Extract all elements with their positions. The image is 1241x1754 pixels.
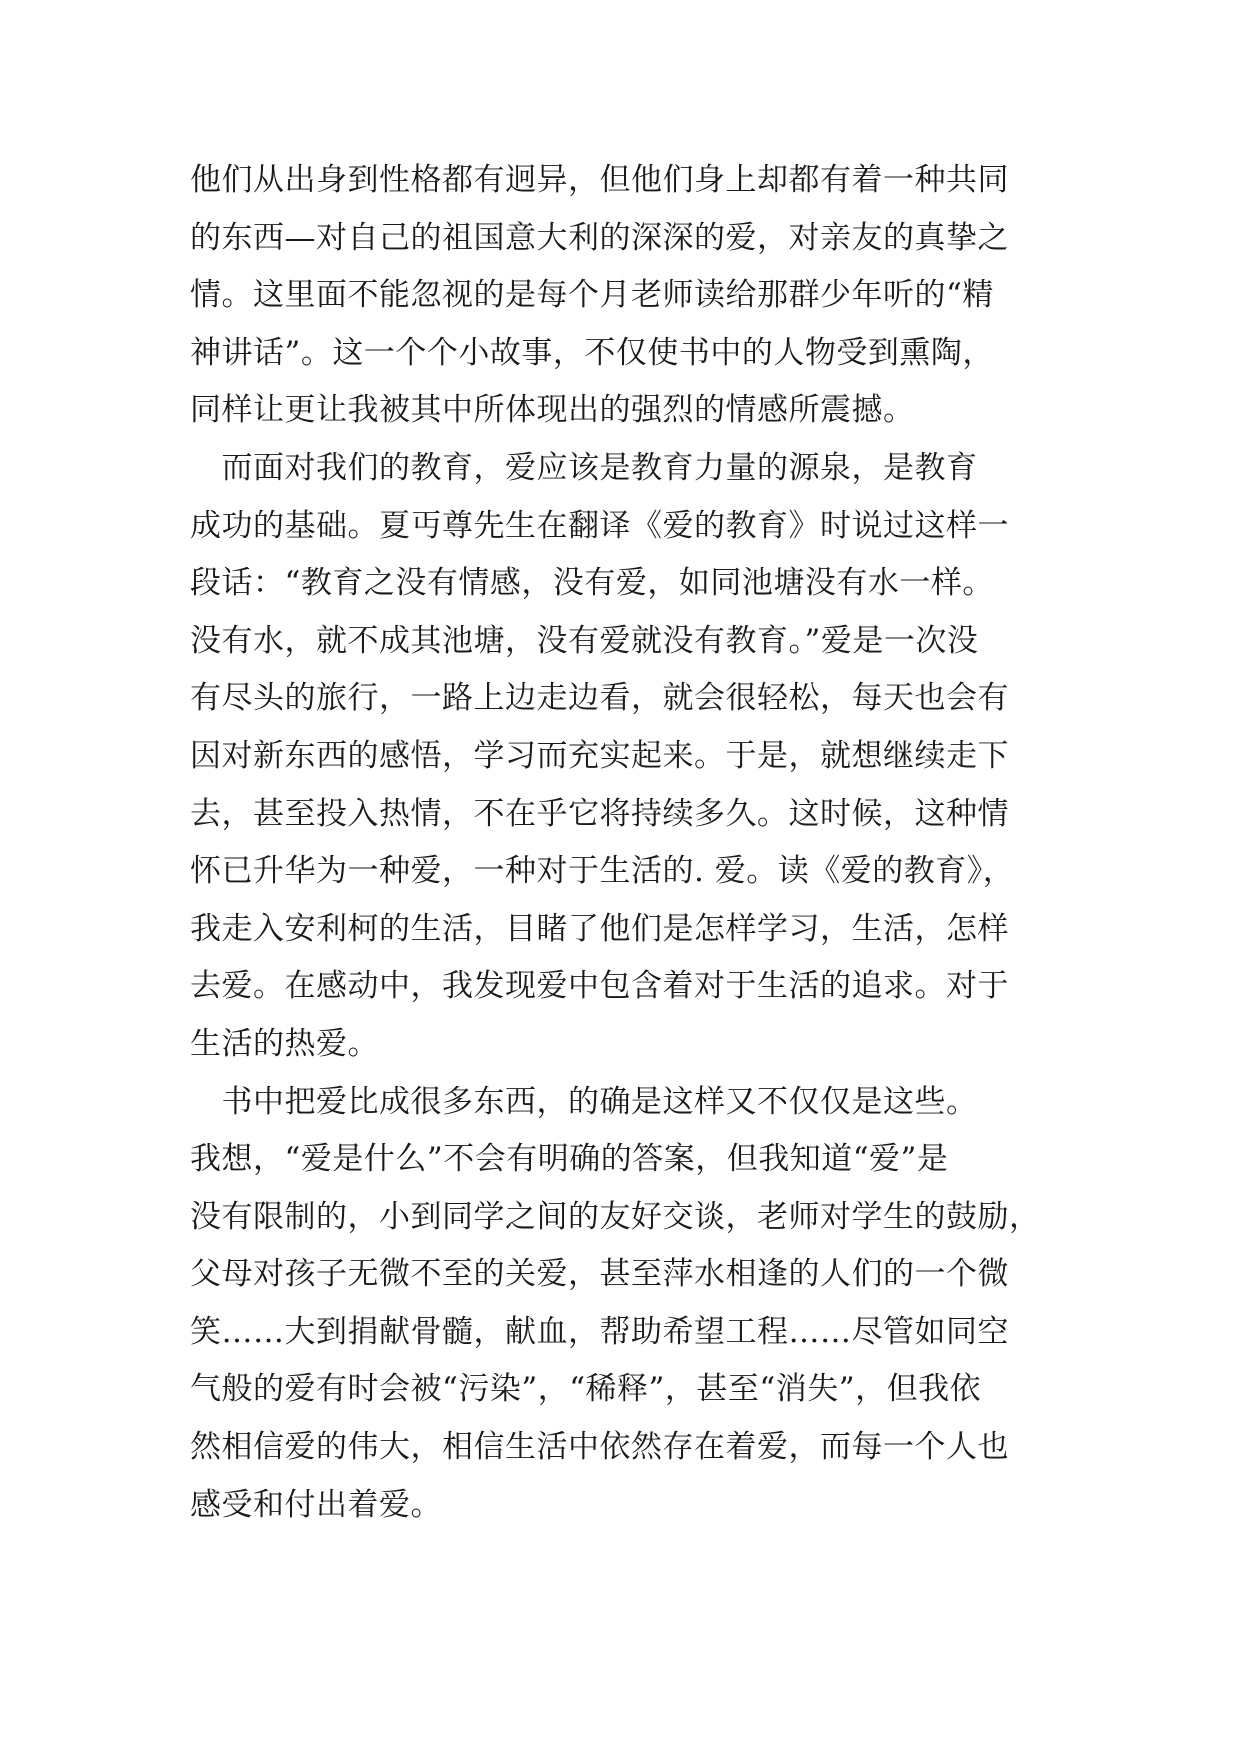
text-line: 笑……大到捐献骨髓，献血，帮助希望工程……尽管如同空	[190, 1313, 1009, 1350]
text-line: 怀已升华为一种爱，一种对于生活的. 爱。读《爱的教育》，	[190, 853, 1015, 890]
text-line: 然相信爱的伟大，相信生活中依然存在着爱，而每一个人也	[190, 1429, 1009, 1466]
text-line: 有尽头的旅行，一路上边走边看，就会很轻松，每天也会有	[190, 680, 1009, 717]
document-body	[190, 152, 1070, 1534]
text-line: 生活的热爱。	[190, 1025, 379, 1062]
text-line: 感受和付出着爱。	[190, 1486, 442, 1523]
text-line: 因对新东西的感悟，学习而充实起来。于是，就想继续走下	[190, 737, 1009, 774]
text-line: 没有限制的，小到同学之间的友好交谈，老师对学生的鼓励，	[190, 1198, 1041, 1235]
text-line: 段话：“教育之没有情感，没有爱，如同池塘没有水一样。	[190, 565, 994, 602]
text-line: 而面对我们的教育，爱应该是教育力量的源泉，是教育	[190, 449, 978, 486]
text-line: 的东西—对自己的祖国意大利的深深的爱，对亲友的真挚之	[190, 219, 1009, 256]
text-line: 他们从出身到性格都有迥异，但他们身上却都有着一种共同	[190, 162, 1009, 198]
text-line: 情。这里面不能忽视的是每个月老师读给那群少年听的“精	[190, 277, 994, 314]
text-line: 父母对孩子无微不至的关爱，甚至萍水相逢的人们的一个微	[190, 1256, 1009, 1293]
text-line: 书中把爱比成很多东西，的确是这样又不仅仅是这些。	[190, 1083, 978, 1120]
text-line: 我想，“爱是什么”不会有明确的答案，但我知道“爱”是	[190, 1141, 949, 1178]
text-line: 没有水，就不成其池塘，没有爱就没有教育。”爱是一次没	[190, 622, 979, 659]
text-line: 同样让更让我被其中所体现出的强烈的情感所震撼。	[190, 392, 915, 429]
text-line: 成功的基础。夏丏尊先生在翻译《爱的教育》时说过这样一	[190, 507, 1009, 544]
text-line: 我走入安利柯的生活，目睹了他们是怎样学习，生活，怎样	[190, 910, 1009, 947]
text-line: 神讲话”。这一个个小故事，不仅使书中的人物受到熏陶，	[190, 334, 994, 371]
text-line: 气般的爱有时会被“污染”，“稀释”，甚至“消失”，但我依	[190, 1371, 982, 1408]
text-line: 去爱。在感动中，我发现爱中包含着对于生活的追求。对于	[190, 968, 1009, 1005]
text-line: 去，甚至投入热情，不在乎它将持续多久。这时候，这种情	[190, 795, 1009, 832]
